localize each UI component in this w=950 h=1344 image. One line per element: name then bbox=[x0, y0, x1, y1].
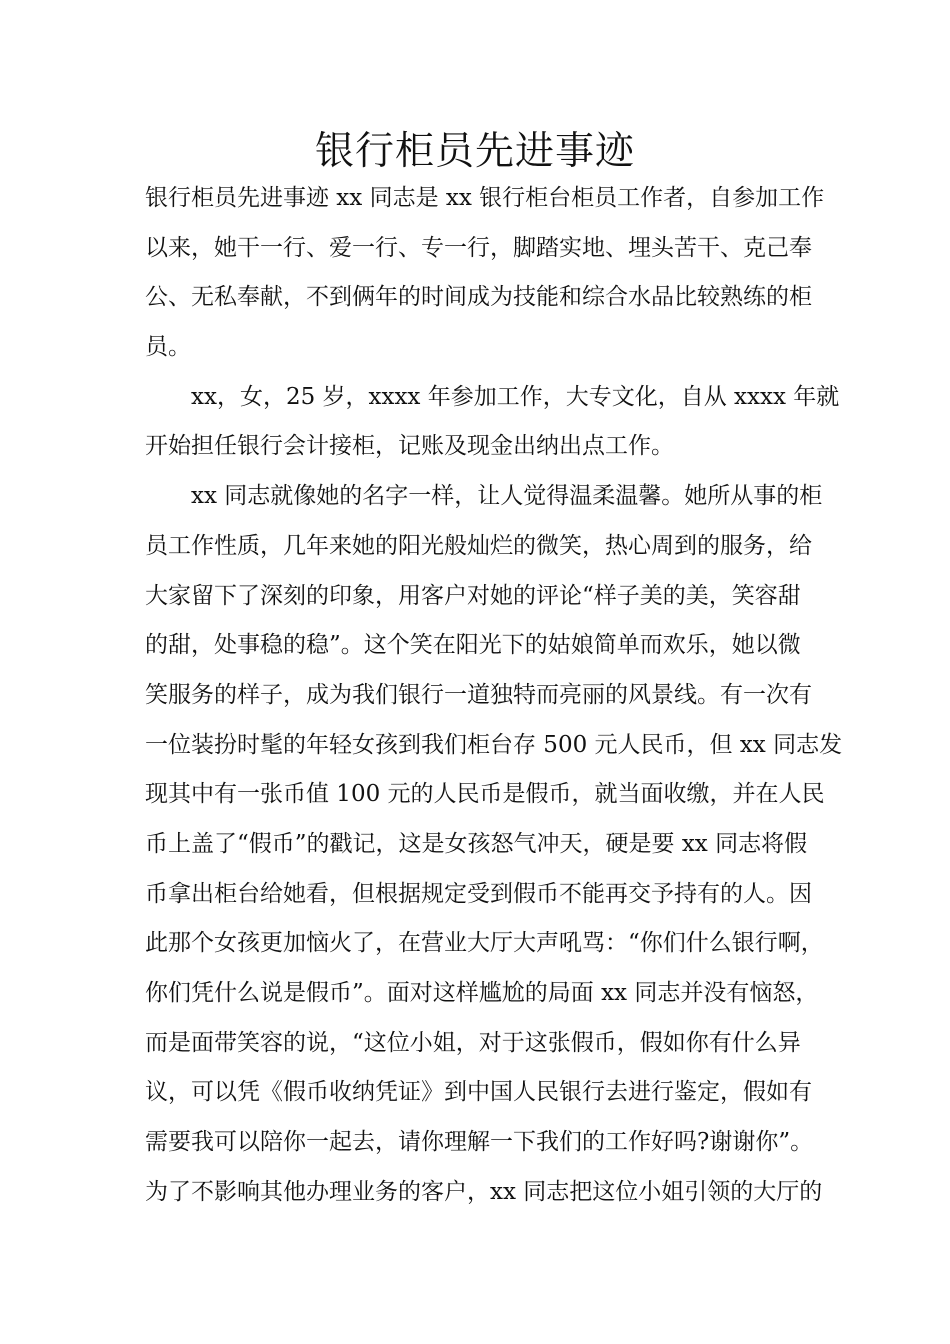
body-line: 币拿出柜台给她看，但根据规定受到假币不能再交予持有的人。因 bbox=[145, 880, 812, 907]
body-line: 而是面带笑容的说，“这位小姐，对于这张假币，假如你有什么异 bbox=[145, 1029, 801, 1056]
document-body bbox=[145, 174, 843, 1217]
body-line: 现其中有一张币值 100 元的人民币是假币，就当面收缴，并在人民 bbox=[145, 781, 825, 808]
body-line: 公、无私奉献，不到俩年的时间成为技能和综合水品比较熟练的柜 bbox=[145, 284, 812, 311]
body-line: 的甜，处事稳的稳”。这个笑在阳光下的姑娘简单而欢乐，她以微 bbox=[145, 632, 801, 659]
body-line: xx 同志就像她的名字一样，让人觉得温柔温馨。她所从事的柜 bbox=[191, 483, 823, 510]
body-line: 你们凭什么说是假币”。面对这样尴尬的局面 xx 同志并没有恼怒， bbox=[145, 980, 819, 1006]
body-line: 一位装扮时髦的年轻女孩到我们柜台存 500 元人民币，但 xx 同志发 bbox=[145, 731, 843, 758]
body-line: 员。 bbox=[145, 334, 191, 361]
body-line: 员工作性质，几年来她的阳光般灿烂的微笑，热心周到的服务，给 bbox=[145, 532, 812, 559]
body-line: 银行柜员先进事迹 xx 同志是 xx 银行柜台柜员工作者，自参加工作 bbox=[145, 185, 825, 211]
body-line: 需要我可以陪你一起去，请你理解一下我们的工作好吗?谢谢你”。 bbox=[145, 1129, 814, 1156]
body-line: 币上盖了“假币”的戳记，这是女孩怒气冲天，硬是要 xx 同志将假 bbox=[145, 830, 808, 857]
body-line: 笑服务的样子，成为我们银行一道独特而亮丽的风景线。有一次有 bbox=[145, 681, 812, 708]
body-line: 以来，她干一行、爱一行、专一行，脚踏实地、埋头苦干、克己奉 bbox=[145, 234, 812, 261]
body-line: 开始担任银行会计接柜，记账及现金出纳出点工作。 bbox=[145, 433, 674, 460]
page-title: 银行柜员先进事迹 bbox=[314, 129, 635, 174]
body-line: 为了不影响其他办理业务的客户，xx 同志把这位小姐引领的大厅的 bbox=[145, 1178, 823, 1205]
body-line: 议，可以凭《假币收纳凭证》到中国人民银行去进行鉴定，假如有 bbox=[145, 1079, 812, 1106]
body-line: 此那个女孩更加恼火了，在营业大厅大声吼骂：“你们什么银行啊， bbox=[145, 930, 824, 957]
body-line: 大家留下了深刻的印象，用客户对她的评论“样子美的美，笑容甜 bbox=[145, 582, 801, 609]
body-line: xx，女，25 岁，xxxx 年参加工作，大专文化，自从 xxxx 年就 bbox=[191, 383, 840, 410]
